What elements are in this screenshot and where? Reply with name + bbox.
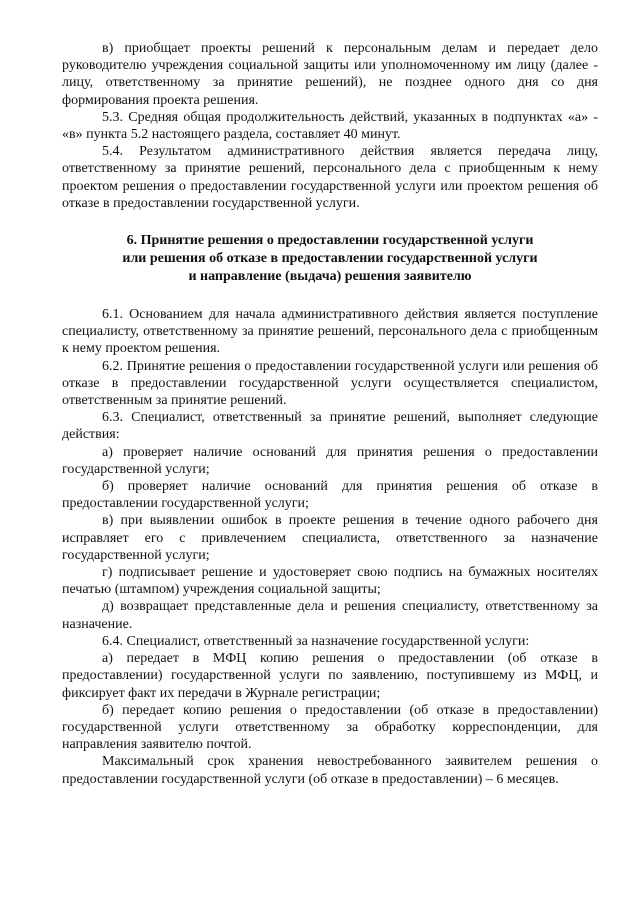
paragraph-6-3-d: д) возвращает представленные дела и решения специалисту, ответственному за назначение.: [62, 599, 598, 632]
paragraph-6-4: 6.4. Специалист, ответственный за назначение государственной услуги:: [102, 633, 530, 649]
paragraph-6-3-v: в) при выявлении ошибок в проекте решения в течение одного рабочего дня исправляет его с привлечением специалиста, ответственного за назначение государственной услуги;: [62, 513, 598, 563]
paragraph-6-1: 6.1. Основанием для начала административного действия является поступление специалисту, ответственному за принятие решений, персонального дела с приобщенным к нему проектом решения.: [62, 307, 598, 357]
paragraph-6-2: 6.2. Принятие решения о предоставлении государственной услуги или решения об отказе в предоставлении государственной услуги осуществляется специалистом, ответственным за принятие решений.: [62, 358, 598, 409]
section-6-heading-line-2: или решения об отказе в предоставлении государственной услуги: [122, 251, 538, 267]
paragraph-storage-term: Максимальный срок хранения невостребованного заявителем решения о предоставлении государственной услуги (об отказе в предоставлении) – 6 месяцев.: [62, 754, 598, 787]
section-6-heading: [62, 232, 598, 286]
paragraph-6-3: 6.3. Специалист, ответственный за принятие решений, выполняет следующие действия:: [62, 410, 598, 443]
paragraph-5-3: 5.3. Средняя общая продолжительность действий, указанных в подпунктах «а» - «в» пункта 5.2 настоящего раздела, составляет 40 минут.: [62, 109, 598, 143]
paragraph-6-3-g: г) подписывает решение и удостоверяет свою подпись на бумажных носителях печатью (штампом) учреждения социальной защиты;: [62, 565, 598, 598]
paragraph-6-4-a: а) передает в МФЦ копию решения о предоставлении (об отказе в предоставлении) государственной услуги по заявлению, поступившему из МФЦ, и фиксирует факт их передачи в Журнале регистрации;: [62, 651, 598, 701]
document-page: [62, 40, 598, 788]
paragraph-5-2-v: в) приобщает проекты решений к персональным делам и передает дело руководителю учреждения социальной защиты или уполномоченному им лицу (далее - лицу, ответственному за принятие решений), не позднее одного дня со дня формирования проекта решения.: [62, 41, 598, 108]
section-6-heading-line-1: 6. Принятие решения о предоставлении государственной услуги: [126, 233, 534, 249]
paragraph-6-3-b: б) проверяет наличие оснований для принятия решения об отказе в предоставлении государственной услуги;: [62, 479, 598, 512]
paragraph-6-4-b: б) передает копию решения о предоставлении (об отказе в предоставлении) государственной услуги ответственному за обработку корреспонденции, для направления заявителю почтой.: [62, 702, 598, 753]
paragraph-6-3-a: а) проверяет наличие оснований для принятия решения о предоставлении государственной услуги;: [62, 444, 598, 477]
paragraph-5-4: 5.4. Результатом административного действия является передача лицу, ответственному за принятие решений, персонального дела с приобщенным к нему проектом решения о предоставлении государственной услуги или проектом решения об отказе в предоставлении государственной услуги.: [62, 144, 598, 211]
section-6-heading-line-3: и направление (выдача) решения заявителю: [188, 269, 472, 285]
